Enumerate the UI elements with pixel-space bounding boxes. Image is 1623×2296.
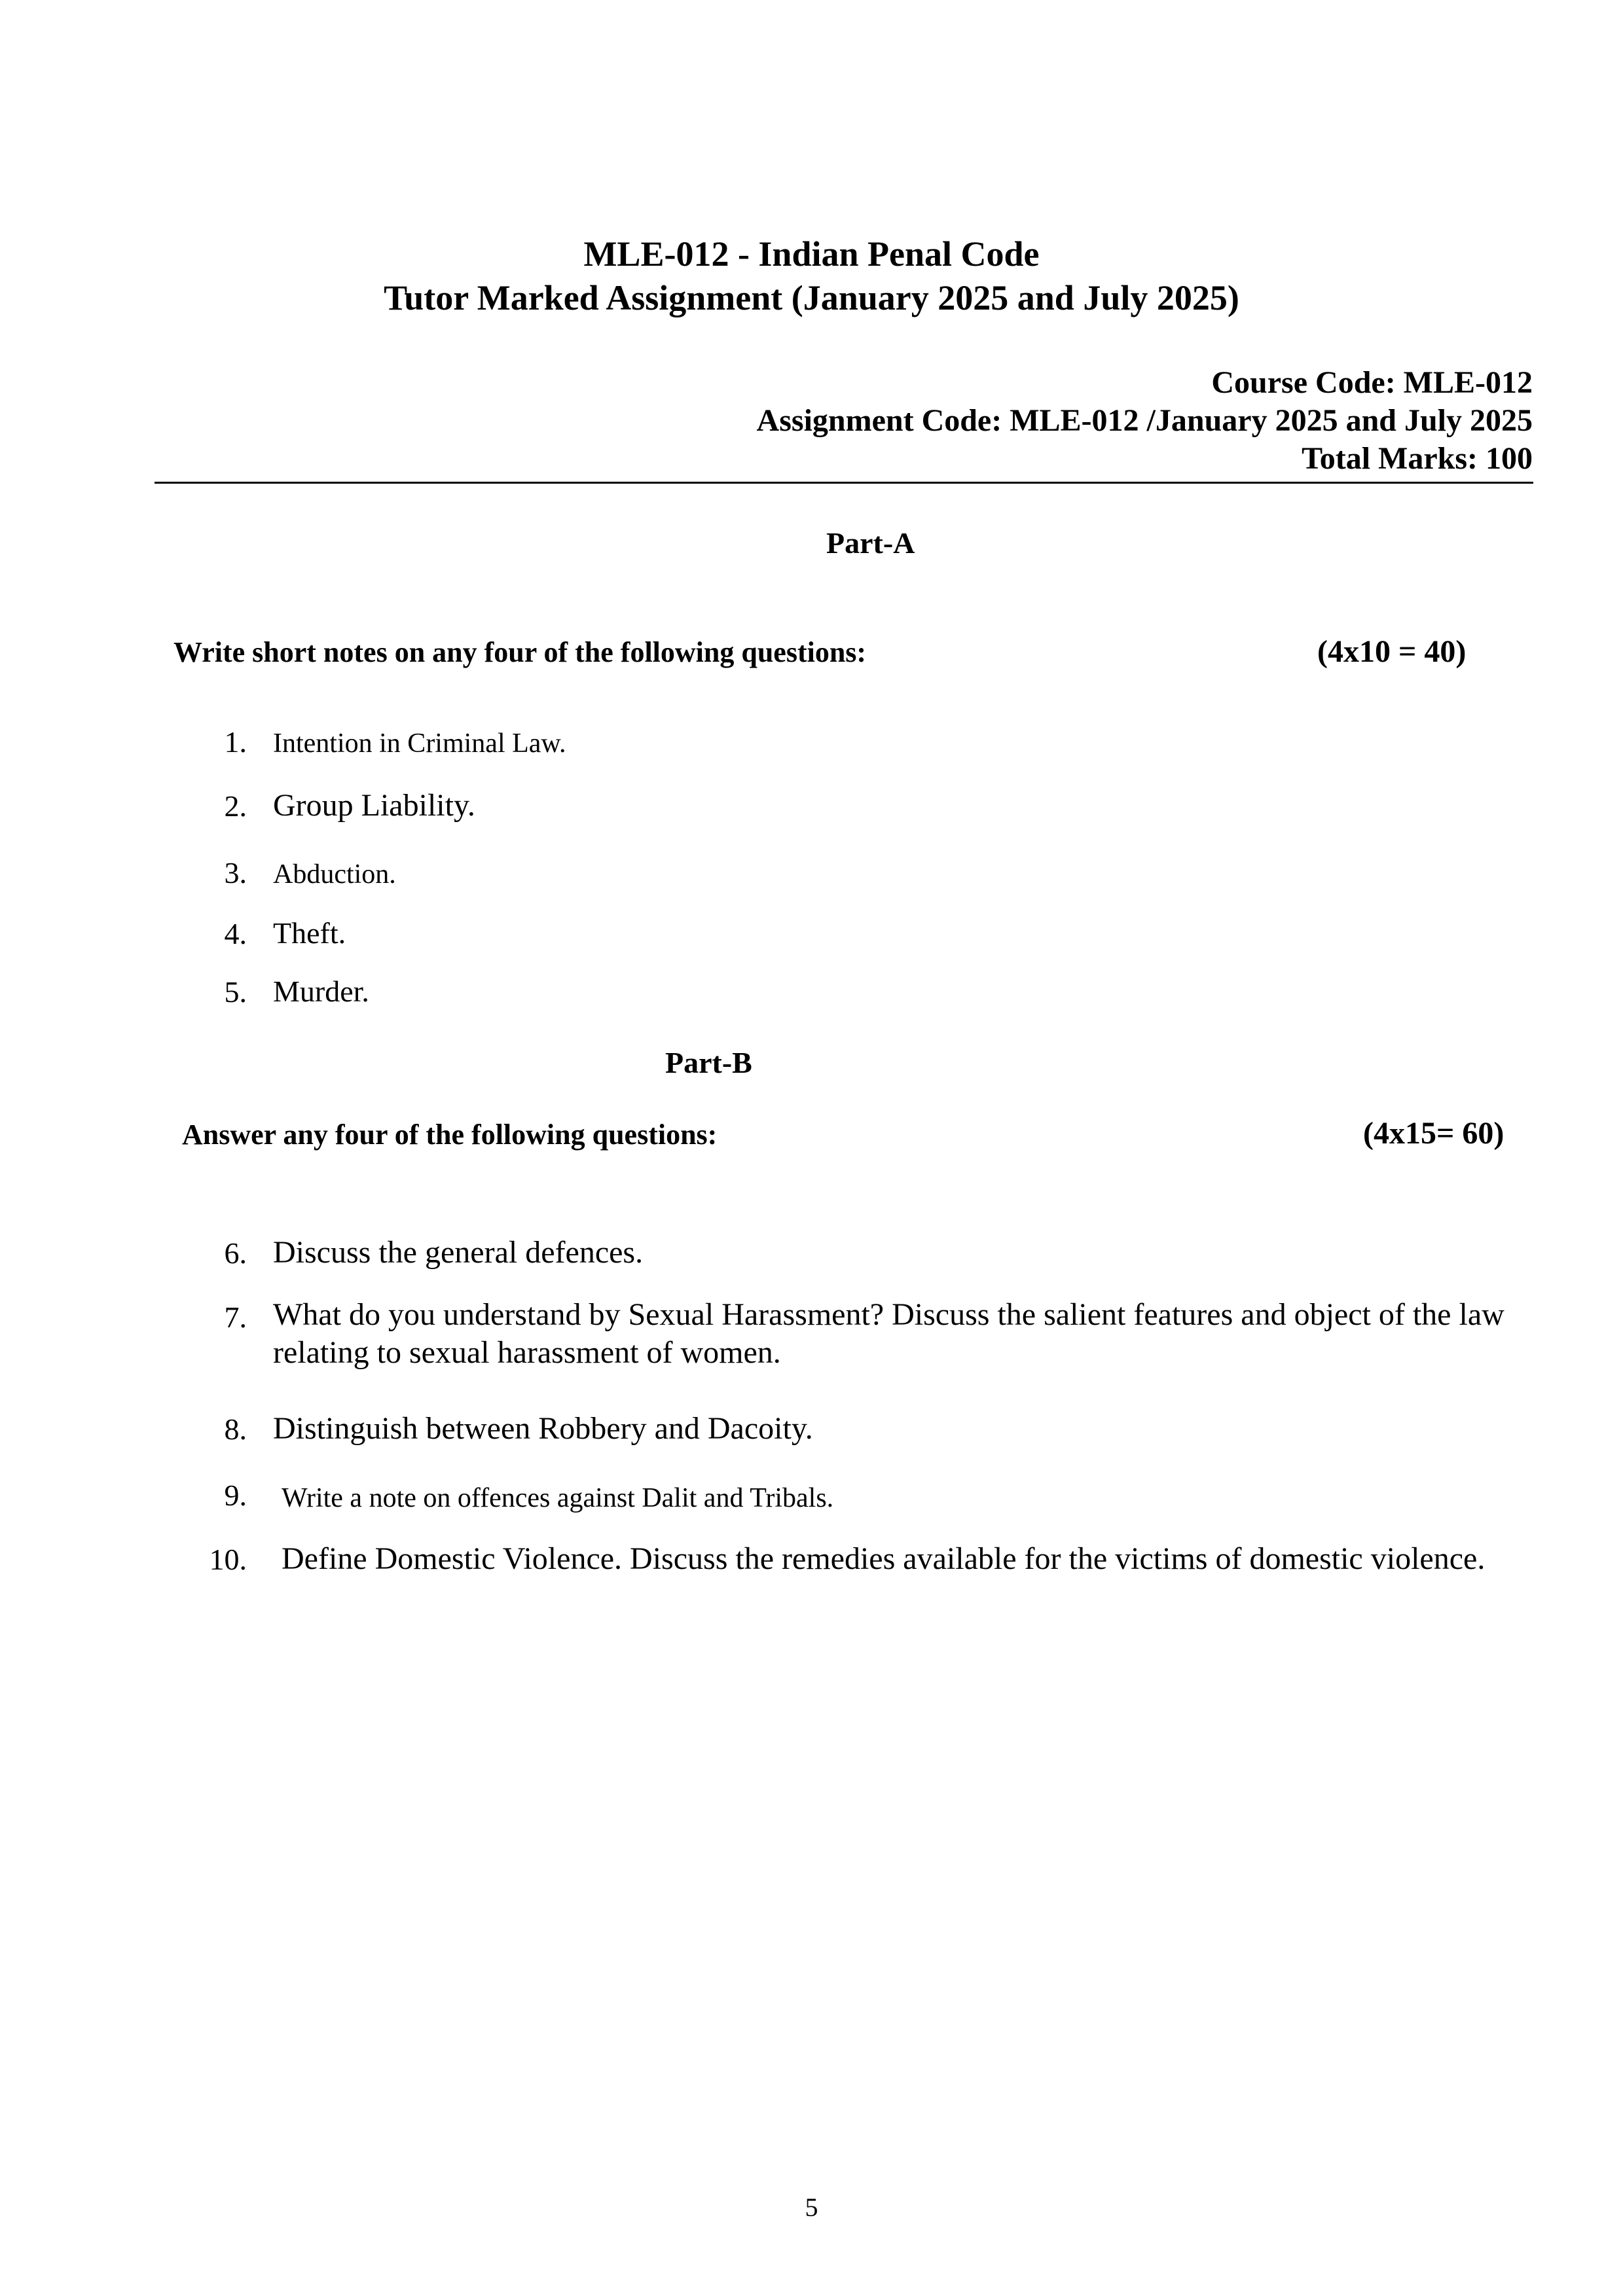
question-text: Theft. bbox=[273, 916, 346, 950]
course-code: Course Code: MLE-012 bbox=[1211, 365, 1533, 400]
question-number: 3. bbox=[224, 856, 247, 889]
document-title: MLE-012 - Indian Penal Code bbox=[583, 234, 1040, 274]
part-a-instruction: Write short notes on any four of the following questions: bbox=[173, 636, 867, 668]
question-number: 10. bbox=[209, 1543, 247, 1576]
question-number: 5. bbox=[224, 975, 247, 1009]
question-number: 7. bbox=[224, 1300, 247, 1334]
page-number: 5 bbox=[805, 2193, 818, 2222]
question-text: Intention in Criminal Law. bbox=[273, 728, 566, 759]
question-number: 9. bbox=[224, 1479, 247, 1512]
question-number: 2. bbox=[224, 789, 247, 823]
question-number: 6. bbox=[224, 1236, 247, 1270]
question-text: Define Domestic Violence. Discuss the remedies available for the victims of domestic violence. bbox=[282, 1541, 1486, 1576]
question-text: Distinguish between Robbery and Dacoity. bbox=[273, 1411, 813, 1446]
question-number: 1. bbox=[224, 725, 247, 759]
question-text: Write a note on offences against Dalit and Tribals. bbox=[282, 1483, 834, 1513]
part-b-marks: (4x15= 60) bbox=[1363, 1116, 1504, 1151]
question-text: Group Liability. bbox=[273, 788, 475, 823]
question-number: 4. bbox=[224, 917, 247, 950]
question-text: Murder. bbox=[273, 975, 369, 1008]
question-text: Discuss the general defences. bbox=[273, 1235, 644, 1270]
part-a-marks: (4x10 = 40) bbox=[1317, 634, 1467, 669]
question-text: What do you understand by Sexual Harassment? Discuss the salient features and object of the law relating to sexual harassment of women. bbox=[273, 1297, 1504, 1370]
header-divider bbox=[155, 482, 1533, 484]
total-marks: Total Marks: 100 bbox=[1302, 441, 1533, 476]
assignment-code: Assignment Code: MLE-012 /January 2025 and July 2025 bbox=[756, 403, 1533, 438]
document-subtitle: Tutor Marked Assignment (January 2025 and July 2025) bbox=[384, 278, 1239, 317]
question-text: Abduction. bbox=[273, 859, 396, 889]
part-b-heading: Part-B bbox=[665, 1046, 752, 1079]
part-b-instruction: Answer any four of the following questions: bbox=[182, 1119, 718, 1151]
question-number: 8. bbox=[224, 1412, 247, 1446]
part-a-heading: Part-A bbox=[826, 526, 915, 560]
